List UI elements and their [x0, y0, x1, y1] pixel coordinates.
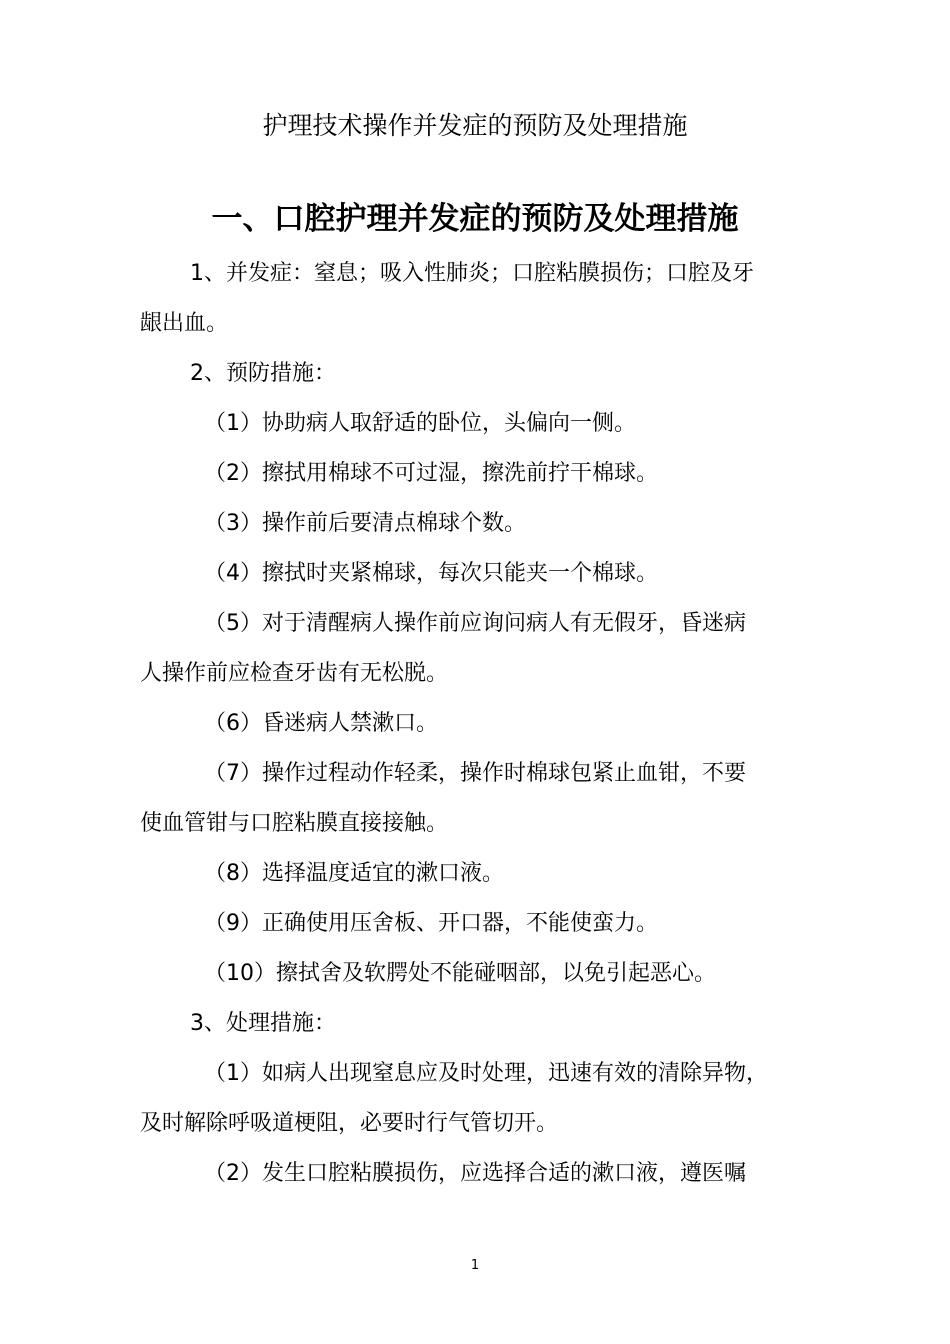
body-text	[140, 249, 830, 1199]
section-heading: 一、口腔护理并发症的预防及处理措施	[211, 201, 739, 237]
list-item: （2）发生口腔粘膜损伤，应选择合适的漱口液，遵医嘱	[204, 1161, 746, 1186]
list-item: （4）擦拭时夹紧棉球，每次只能夹一个棉球。	[204, 561, 658, 586]
page-number: 1	[470, 1258, 480, 1273]
list-item-cont: 人操作前应检查牙齿有无松脱。	[140, 661, 449, 686]
list-item: （7）操作过程动作轻柔，操作时棉球包紧止血钳，不要	[204, 761, 746, 786]
list-item: （8）选择温度适宜的漱口液。	[204, 861, 504, 886]
list-item-cont: 使血管钳与口腔粘膜直接接触。	[140, 811, 449, 836]
list-item: （2）擦拭用棉球不可过湿，擦洗前拧干棉球。	[204, 461, 658, 486]
list-item: （10）擦拭舍及软腭处不能碰咽部，以免引起恶心。	[204, 961, 716, 986]
paragraph-complications-cont: 龈出血。	[140, 311, 229, 336]
list-item: （6）昏迷病人禁漱口。	[204, 711, 438, 736]
list-item: （1）如病人出现窒息应及时处理，迅速有效的清除异物，	[204, 1061, 768, 1086]
paragraph-treatment-heading: 3、处理措施：	[190, 1011, 336, 1036]
list-item: （5）对于清醒病人操作前应询问病人有无假牙，昏迷病	[204, 611, 746, 636]
paragraph-complications: 1、并发症：窒息；吸入性肺炎；口腔粘膜损伤；口腔及牙	[190, 261, 754, 286]
list-item: （3）操作前后要清点棉球个数。	[204, 511, 526, 536]
list-item: （1）协助病人取舒适的卧位，头偏向一侧。	[204, 411, 636, 436]
document-title: 护理技术操作并发症的预防及处理措施	[262, 111, 688, 140]
paragraph-prevention-heading: 2、预防措施：	[190, 361, 336, 386]
list-item: （9）正确使用压舍板、开口器，不能使蛮力。	[204, 911, 658, 936]
list-item-cont: 及时解除呼吸道梗阻，必要时行气管切开。	[140, 1111, 559, 1136]
